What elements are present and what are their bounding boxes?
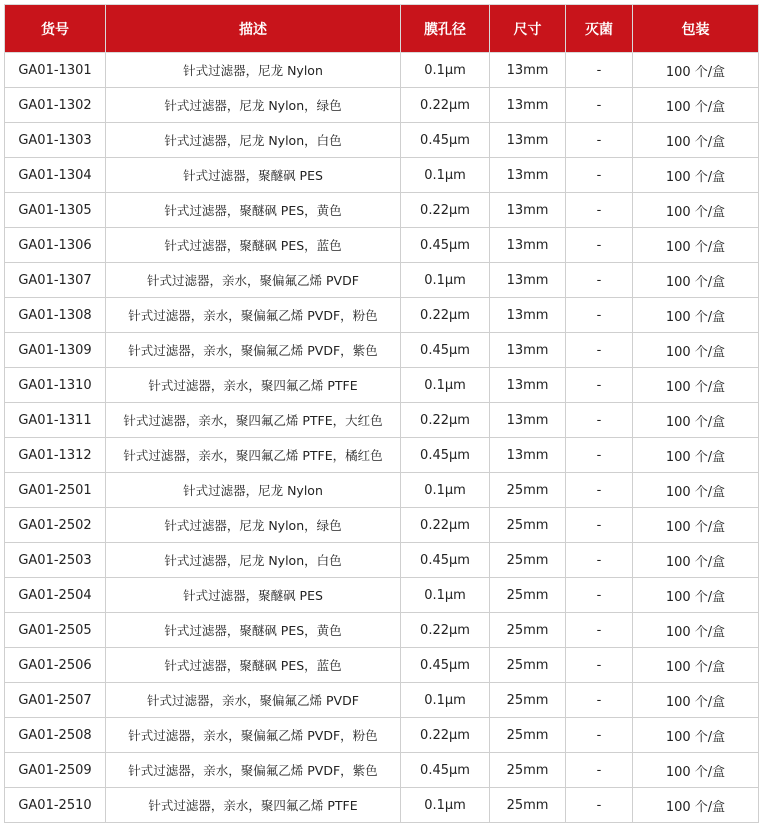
cell-description: 针式过滤器，聚醚砜 PES，蓝色 <box>106 228 401 263</box>
cell-package: 100 个/盒 <box>633 298 759 333</box>
cell-size: 13mm <box>490 403 566 438</box>
cell-description: 针式过滤器，尼龙 Nylon，白色 <box>106 543 401 578</box>
cell-sku: GA01-2508 <box>5 718 106 753</box>
cell-pore-size: 0.22μm <box>401 88 490 123</box>
cell-package: 100 个/盒 <box>633 438 759 473</box>
cell-description: 针式过滤器，聚醚砜 PES，黄色 <box>106 613 401 648</box>
cell-package: 100 个/盒 <box>633 123 759 158</box>
cell-sterile: - <box>566 123 633 158</box>
cell-pore-size: 0.45μm <box>401 228 490 263</box>
table-header-row <box>5 5 759 53</box>
table-row <box>5 473 759 508</box>
cell-package: 100 个/盒 <box>633 613 759 648</box>
cell-description: 针式过滤器，尼龙 Nylon，绿色 <box>106 508 401 543</box>
cell-description: 针式过滤器，亲水，聚四氟乙烯 PTFE，大红色 <box>106 403 401 438</box>
cell-pore-size: 0.1μm <box>401 788 490 823</box>
cell-sterile: - <box>566 683 633 718</box>
cell-sterile: - <box>566 403 633 438</box>
cell-size: 13mm <box>490 228 566 263</box>
cell-sku: GA01-1305 <box>5 193 106 228</box>
cell-sterile: - <box>566 473 633 508</box>
table-row <box>5 263 759 298</box>
cell-sku: GA01-2503 <box>5 543 106 578</box>
cell-package: 100 个/盒 <box>633 158 759 193</box>
cell-description: 针式过滤器，亲水，聚四氟乙烯 PTFE，橘红色 <box>106 438 401 473</box>
cell-sku: GA01-2506 <box>5 648 106 683</box>
header-pore-size: 膜孔径 <box>401 5 490 53</box>
table-row <box>5 403 759 438</box>
table-row <box>5 788 759 823</box>
cell-size: 13mm <box>490 263 566 298</box>
cell-size: 13mm <box>490 298 566 333</box>
cell-sterile: - <box>566 88 633 123</box>
header-sterile: 灭菌 <box>566 5 633 53</box>
table-row <box>5 298 759 333</box>
cell-size: 13mm <box>490 193 566 228</box>
table-row <box>5 718 759 753</box>
cell-description: 针式过滤器，亲水，聚偏氟乙烯 PVDF <box>106 683 401 718</box>
cell-pore-size: 0.45μm <box>401 753 490 788</box>
header-description: 描述 <box>106 5 401 53</box>
cell-sku: GA01-1302 <box>5 88 106 123</box>
table-row <box>5 543 759 578</box>
cell-package: 100 个/盒 <box>633 193 759 228</box>
cell-sterile: - <box>566 333 633 368</box>
cell-sku: GA01-1301 <box>5 53 106 88</box>
cell-sku: GA01-2502 <box>5 508 106 543</box>
cell-description: 针式过滤器，尼龙 Nylon，绿色 <box>106 88 401 123</box>
table-row <box>5 228 759 263</box>
cell-sterile: - <box>566 438 633 473</box>
cell-package: 100 个/盒 <box>633 753 759 788</box>
cell-sku: GA01-2505 <box>5 613 106 648</box>
cell-package: 100 个/盒 <box>633 333 759 368</box>
cell-size: 13mm <box>490 368 566 403</box>
cell-description: 针式过滤器，亲水，聚四氟乙烯 PTFE <box>106 368 401 403</box>
cell-package: 100 个/盒 <box>633 578 759 613</box>
cell-sterile: - <box>566 53 633 88</box>
cell-sku: GA01-1308 <box>5 298 106 333</box>
header-sku: 货号 <box>5 5 106 53</box>
cell-sku: GA01-1309 <box>5 333 106 368</box>
cell-sku: GA01-1310 <box>5 368 106 403</box>
cell-sterile: - <box>566 263 633 298</box>
cell-sku: GA01-2501 <box>5 473 106 508</box>
cell-sterile: - <box>566 543 633 578</box>
cell-sterile: - <box>566 753 633 788</box>
cell-size: 25mm <box>490 683 566 718</box>
cell-sku: GA01-1307 <box>5 263 106 298</box>
cell-pore-size: 0.22μm <box>401 403 490 438</box>
table-row <box>5 683 759 718</box>
table-row <box>5 88 759 123</box>
cell-sterile: - <box>566 298 633 333</box>
cell-sku: GA01-1304 <box>5 158 106 193</box>
cell-size: 25mm <box>490 753 566 788</box>
cell-pore-size: 0.1μm <box>401 473 490 508</box>
cell-sku: GA01-2504 <box>5 578 106 613</box>
cell-description: 针式过滤器，尼龙 Nylon <box>106 473 401 508</box>
cell-description: 针式过滤器，亲水，聚偏氟乙烯 PVDF <box>106 263 401 298</box>
cell-pore-size: 0.1μm <box>401 683 490 718</box>
cell-description: 针式过滤器，亲水，聚四氟乙烯 PTFE <box>106 788 401 823</box>
table-body <box>5 53 759 823</box>
cell-pore-size: 0.22μm <box>401 613 490 648</box>
cell-size: 13mm <box>490 123 566 158</box>
table-row <box>5 613 759 648</box>
cell-package: 100 个/盒 <box>633 718 759 753</box>
cell-description: 针式过滤器，亲水，聚偏氟乙烯 PVDF，紫色 <box>106 333 401 368</box>
cell-description: 针式过滤器，亲水，聚偏氟乙烯 PVDF，紫色 <box>106 753 401 788</box>
cell-description: 针式过滤器，尼龙 Nylon，白色 <box>106 123 401 158</box>
table-row <box>5 333 759 368</box>
cell-pore-size: 0.45μm <box>401 543 490 578</box>
cell-description: 针式过滤器，聚醚砜 PES <box>106 578 401 613</box>
cell-size: 25mm <box>490 543 566 578</box>
header-size: 尺寸 <box>490 5 566 53</box>
cell-pore-size: 0.45μm <box>401 333 490 368</box>
cell-size: 13mm <box>490 333 566 368</box>
cell-description: 针式过滤器，聚醚砜 PES，蓝色 <box>106 648 401 683</box>
cell-size: 13mm <box>490 88 566 123</box>
cell-package: 100 个/盒 <box>633 648 759 683</box>
cell-description: 针式过滤器，亲水，聚偏氟乙烯 PVDF，粉色 <box>106 298 401 333</box>
cell-package: 100 个/盒 <box>633 508 759 543</box>
table-row <box>5 648 759 683</box>
product-spec-table <box>4 4 759 823</box>
cell-description: 针式过滤器，尼龙 Nylon <box>106 53 401 88</box>
cell-size: 25mm <box>490 508 566 543</box>
cell-package: 100 个/盒 <box>633 788 759 823</box>
cell-description: 针式过滤器，聚醚砜 PES <box>106 158 401 193</box>
cell-description: 针式过滤器，聚醚砜 PES，黄色 <box>106 193 401 228</box>
cell-size: 25mm <box>490 578 566 613</box>
table-row <box>5 123 759 158</box>
table-row <box>5 578 759 613</box>
cell-sterile: - <box>566 158 633 193</box>
cell-package: 100 个/盒 <box>633 683 759 718</box>
table-row <box>5 53 759 88</box>
table-row <box>5 753 759 788</box>
cell-size: 25mm <box>490 718 566 753</box>
cell-sku: GA01-1306 <box>5 228 106 263</box>
cell-pore-size: 0.22μm <box>401 718 490 753</box>
cell-description: 针式过滤器，亲水，聚偏氟乙烯 PVDF，粉色 <box>106 718 401 753</box>
cell-package: 100 个/盒 <box>633 53 759 88</box>
cell-package: 100 个/盒 <box>633 368 759 403</box>
cell-sterile: - <box>566 648 633 683</box>
cell-size: 25mm <box>490 788 566 823</box>
table-row <box>5 368 759 403</box>
cell-pore-size: 0.1μm <box>401 368 490 403</box>
cell-pore-size: 0.1μm <box>401 578 490 613</box>
cell-sku: GA01-1312 <box>5 438 106 473</box>
cell-pore-size: 0.45μm <box>401 123 490 158</box>
cell-pore-size: 0.45μm <box>401 438 490 473</box>
cell-sterile: - <box>566 578 633 613</box>
cell-sku: GA01-2510 <box>5 788 106 823</box>
cell-sku: GA01-2507 <box>5 683 106 718</box>
cell-pore-size: 0.22μm <box>401 193 490 228</box>
cell-size: 25mm <box>490 648 566 683</box>
cell-package: 100 个/盒 <box>633 263 759 298</box>
cell-pore-size: 0.1μm <box>401 158 490 193</box>
header-package: 包装 <box>633 5 759 53</box>
cell-package: 100 个/盒 <box>633 543 759 578</box>
cell-pore-size: 0.22μm <box>401 508 490 543</box>
cell-sku: GA01-1303 <box>5 123 106 158</box>
cell-package: 100 个/盒 <box>633 228 759 263</box>
cell-size: 13mm <box>490 53 566 88</box>
cell-pore-size: 0.45μm <box>401 648 490 683</box>
cell-package: 100 个/盒 <box>633 88 759 123</box>
cell-sterile: - <box>566 788 633 823</box>
cell-sterile: - <box>566 368 633 403</box>
table-row <box>5 438 759 473</box>
cell-package: 100 个/盒 <box>633 403 759 438</box>
cell-pore-size: 0.22μm <box>401 298 490 333</box>
cell-pore-size: 0.1μm <box>401 263 490 298</box>
cell-pore-size: 0.1μm <box>401 53 490 88</box>
cell-size: 13mm <box>490 158 566 193</box>
table-row <box>5 508 759 543</box>
cell-size: 13mm <box>490 438 566 473</box>
cell-sterile: - <box>566 193 633 228</box>
cell-sterile: - <box>566 228 633 263</box>
cell-sterile: - <box>566 718 633 753</box>
cell-size: 25mm <box>490 473 566 508</box>
cell-sku: GA01-1311 <box>5 403 106 438</box>
cell-size: 25mm <box>490 613 566 648</box>
cell-sterile: - <box>566 613 633 648</box>
cell-sterile: - <box>566 508 633 543</box>
cell-package: 100 个/盒 <box>633 473 759 508</box>
table-row <box>5 158 759 193</box>
cell-sku: GA01-2509 <box>5 753 106 788</box>
table-row <box>5 193 759 228</box>
